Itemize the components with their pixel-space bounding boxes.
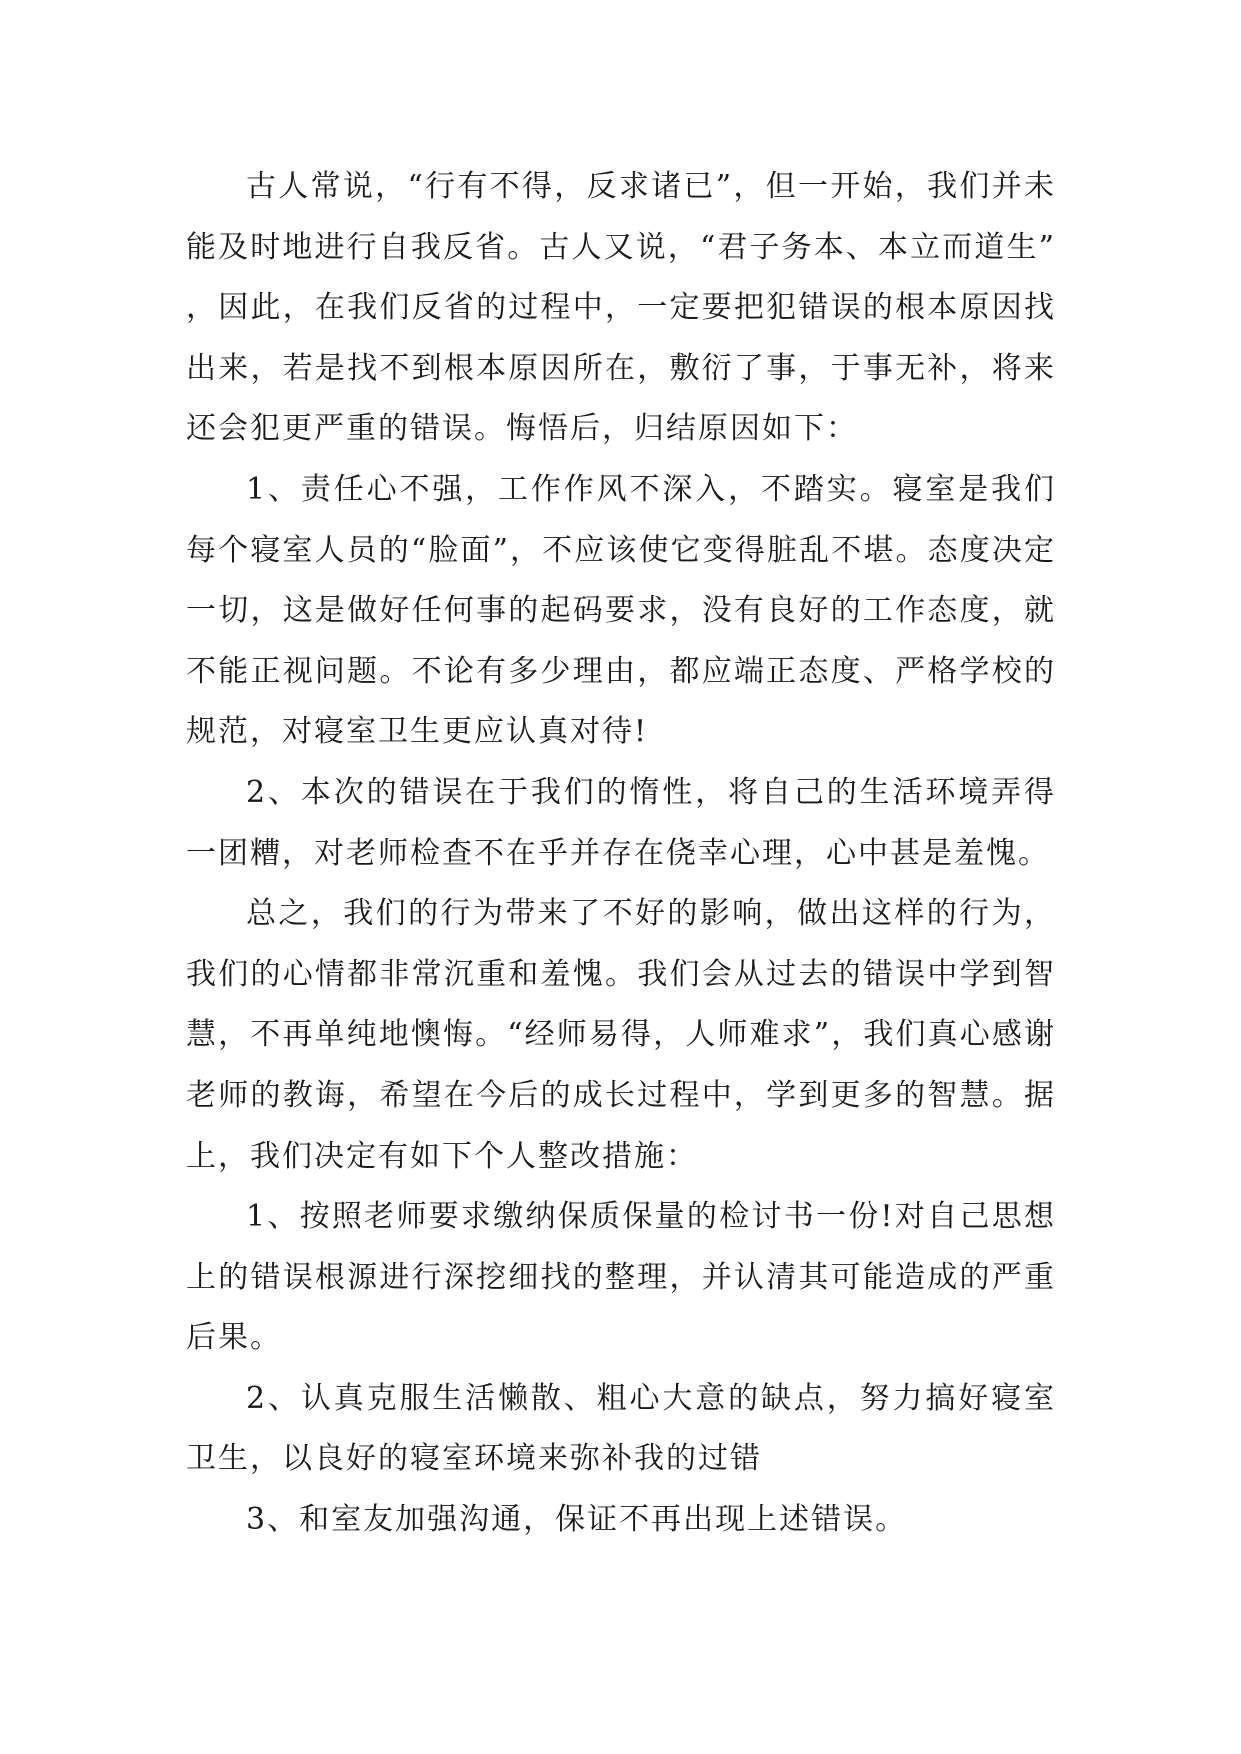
- paragraph-measure-3: 3、和室友加强沟通，保证不再出现上述错误。: [246, 1502, 908, 1538]
- paragraph-intro: 古人常说，“行有不得，反求诸已”，但一开始，我们并未能及时地进行自我反省。古人又说，“君子务本、本立而道生”，因此，在我们反省的过程中，一定要把犯错误的根本原因找出来，若是找不到根本原因所在，敷衍了事，于事无补，将来还会犯更严重的错误。悔悟后，归结原因如下：: [186, 169, 1056, 447]
- paragraph-reason-1: 1、责任心不强，工作作风不深入，不踏实。寝室是我们每个寝室人员的“脸面”，不应该使它变得脏乱不堪。态度决定一切，这是做好任何事的起码要求，没有良好的工作态度，就不能正视问题。不论有多少理由，都应端正态度、严格学校的规范，对寝室卫生更应认真对待!: [186, 471, 1056, 750]
- paragraph-summary: 总之，我们的行为带来了不好的影响，做出这样的行为，我们的心情都非常沉重和羞愧。我们会从过去的错误中学到智慧，不再单纯地懊悔。“经师易得，人师难求”，我们真心感谢老师的教诲，希望在今后的成长过程中，学到更多的智慧。据上，我们决定有如下个人整改措施：: [186, 896, 1056, 1174]
- document-body: [186, 157, 1056, 1551]
- paragraph-reason-2: 2、本次的错误在于我们的惰性，将自己的生活环境弄得一团糟，对老师检查不在乎并存在侥幸心理，心中甚是羞愧。: [186, 774, 1056, 871]
- paragraph-measure-1: 1、按照老师要求缴纳保质保量的检讨书一份!对自己思想上的错误根源进行深挖细找的整理，并认清其可能造成的严重后果。: [186, 1199, 1056, 1356]
- paragraph-measure-2: 2、认真克服生活懒散、粗心大意的缺点，努力搞好寝室卫生，以良好的寝室环境来弥补我的过错: [186, 1380, 1056, 1477]
